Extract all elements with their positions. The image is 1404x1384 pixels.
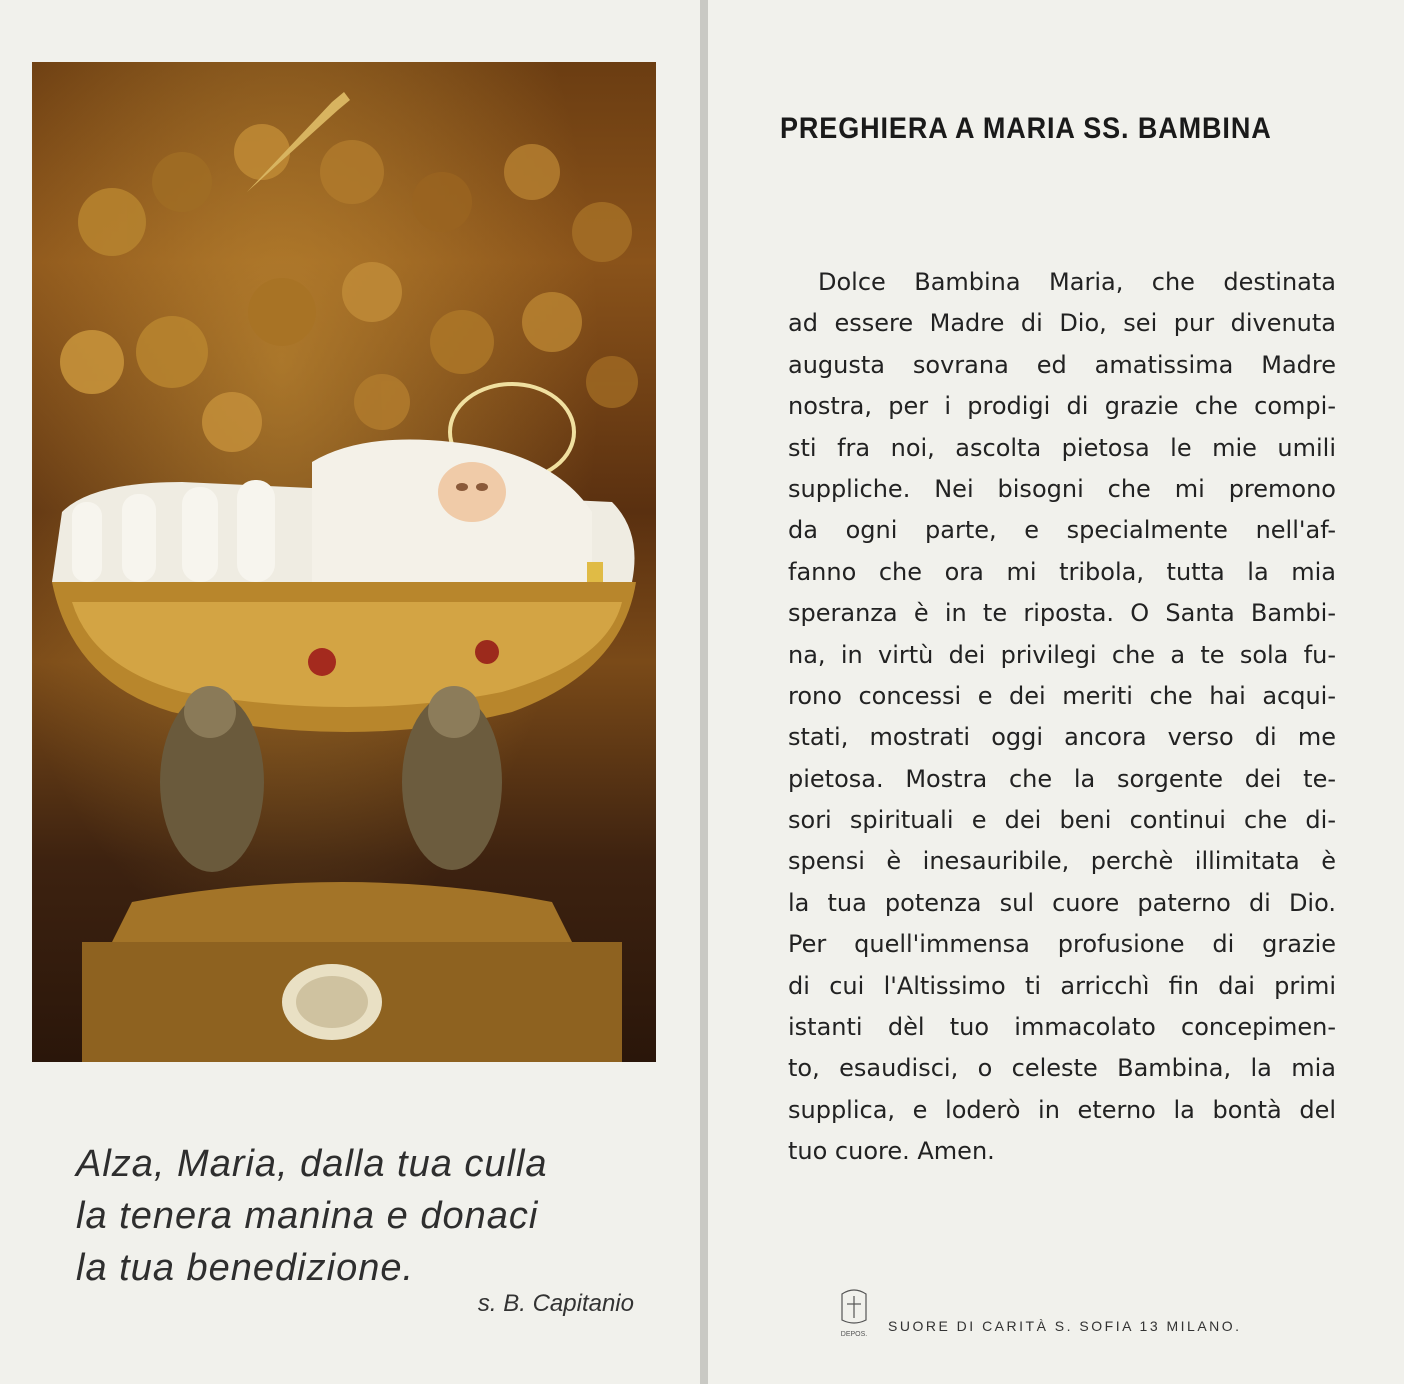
- prayer-line: pietosa. Mostra che la sorgente dei te-: [788, 764, 1336, 793]
- publisher-text: SUORE DI CARITÀ S. SOFIA 13 MILANO.: [888, 1318, 1242, 1334]
- prayer-line: sori spirituali e dei beni continui che di-: [788, 806, 1336, 835]
- quote-line: la tua benedizione.: [76, 1247, 415, 1289]
- quote-block: [76, 1138, 676, 1294]
- left-card: [0, 0, 700, 1384]
- prayer-line: istanti dèl tuo immacolato concepimen-: [788, 1013, 1336, 1042]
- prayer-line: suppliche. Nei bisogni che mi premono: [788, 474, 1336, 503]
- publisher-footer: [836, 1286, 1242, 1338]
- prayer-line: speranza è in te riposta. O Santa Bambi-: [788, 599, 1336, 628]
- quote-author: s. B. Capitanio: [477, 1290, 634, 1317]
- prayer-line: rono concessi e dei meriti che hai acqui-: [788, 681, 1336, 710]
- depositato-seal-icon: [836, 1286, 872, 1338]
- prayer-line: spensi è inesauribile, perchè illimitata è: [788, 847, 1336, 876]
- prayer-line: Per quell'immensa profusione di grazie: [788, 930, 1336, 959]
- prayer-line: fanno che ora mi tribola, tutta la mia: [788, 557, 1336, 586]
- prayer-line: supplica, e loderò in eterno la bontà del: [788, 1095, 1336, 1124]
- prayer-line: sti fra noi, ascolta pietosa le mie umili: [788, 433, 1336, 462]
- cradle-illustration: [32, 62, 656, 1062]
- prayer-line: Dolce Bambina Maria, che destinata: [818, 268, 1336, 296]
- prayer-line: la tua potenza sul cuore paterno di Dio.: [788, 888, 1336, 917]
- prayer-line: to, esaudisci, o celeste Bambina, la mia: [788, 1054, 1336, 1083]
- prayer-line: da ogni parte, e specialmente nell'af-: [788, 516, 1336, 545]
- prayer-line: na, in virtù dei privilegi che a te sola fu-: [788, 640, 1336, 669]
- prayer-line: di cui l'Altissimo ti arricchì fin dai primi: [788, 971, 1336, 1000]
- prayer-line: augusta sovrana ed amatissima Madre: [788, 350, 1336, 379]
- prayer-line: tuo cuore. Amen.: [788, 1137, 995, 1166]
- prayer-title: PREGHIERA A MARIA SS. BAMBINA: [780, 112, 1272, 145]
- quote-line: Alza, Maria, dalla tua culla: [76, 1143, 548, 1185]
- seal-label: DEPOS.: [840, 1331, 868, 1338]
- quote-line: la tenera manina e donaci: [76, 1195, 539, 1237]
- right-card: [708, 0, 1404, 1384]
- holy-image-photo: [32, 62, 656, 1062]
- prayer-text: [788, 262, 1336, 1173]
- prayer-line: nostra, per i prodigi di grazie che compi-: [788, 392, 1336, 421]
- prayer-line: ad essere Madre di Dio, sei pur divenuta: [788, 309, 1336, 338]
- prayer-line: stati, mostrati oggi ancora verso di me: [788, 723, 1336, 752]
